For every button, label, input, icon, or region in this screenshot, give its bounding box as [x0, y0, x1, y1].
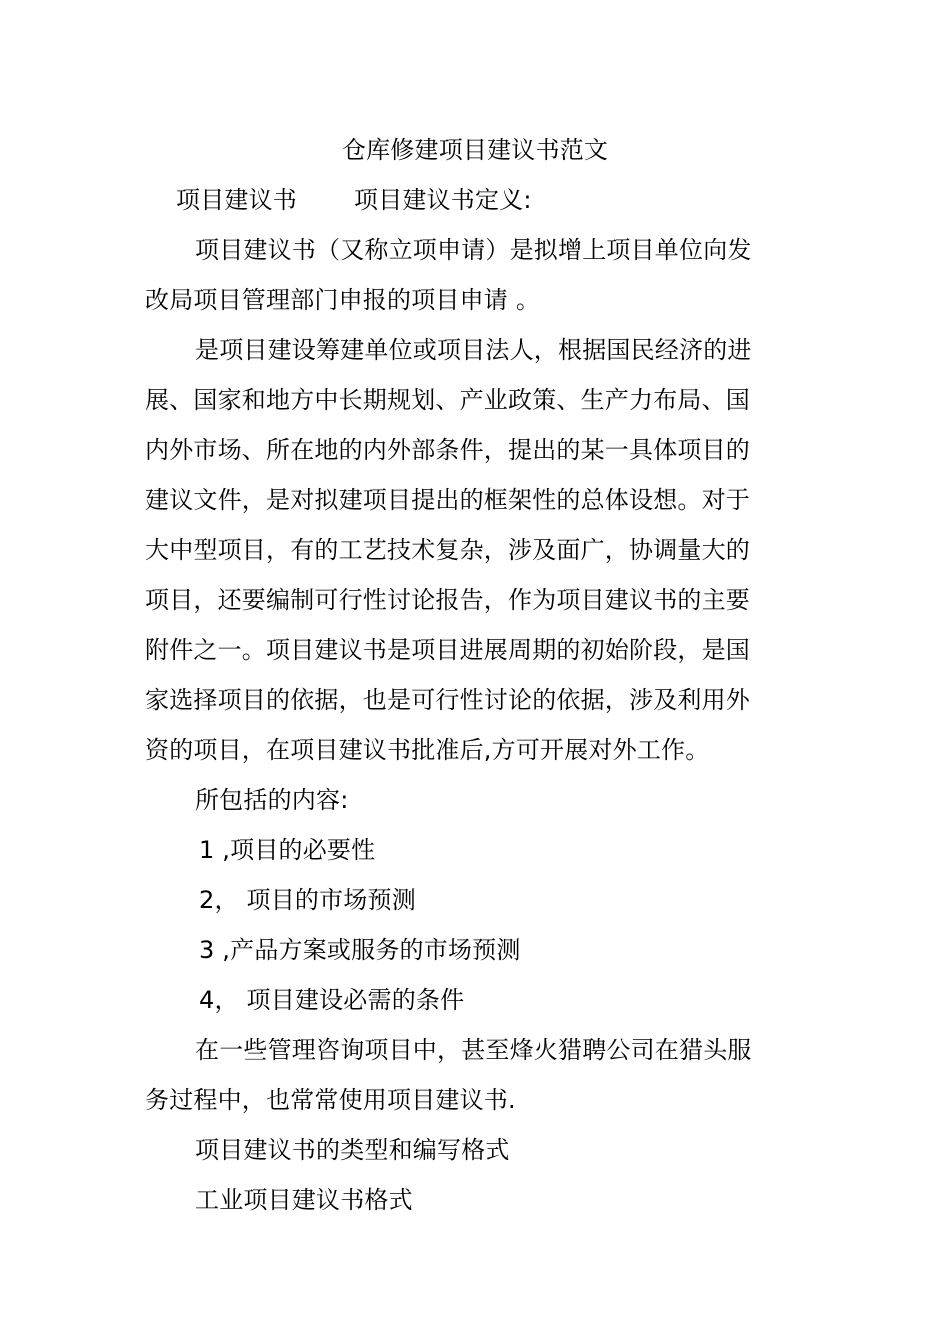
list-item: 3 ,产品方案或服务的市场预测: [199, 936, 521, 964]
paragraph-line: 建议文件，是对拟建项目提出的框架性的总体设想。对于: [145, 486, 750, 514]
paragraph-line: 项目建议书（又称立项申请）是拟增上项目单位向发: [195, 236, 752, 264]
paragraph-line: 家选择项目的依据，也是可行性讨论的依据，涉及利用外: [145, 686, 750, 714]
paragraph-line: 内外市场、所在地的内外部条件，提出的某一具体项目的: [145, 436, 750, 464]
list-item: 4， 项目建设必需的条件: [199, 986, 465, 1014]
paragraph-line: 改局项目管理部门申报的项目申请 。: [145, 286, 541, 314]
contents-label: 所包括的内容:: [195, 786, 349, 814]
list-item: 2， 项目的市场预测: [199, 886, 416, 914]
list-item: 1 ,项目的必要性: [199, 836, 376, 864]
paragraph-line: 展、国家和地方中长期规划、产业政策、生产力布局、国: [145, 386, 750, 414]
paragraph-line: 项目，还要编制可行性讨论报告，作为项目建议书的主要: [145, 586, 750, 614]
document-title: 仓库修建项目建议书范文: [341, 136, 609, 164]
heading-left: 项目建议书: [176, 186, 297, 214]
paragraph-line: 附件之一。项目建议书是项目进展周期的初始阶段，是国: [145, 636, 750, 664]
paragraph-line: 大中型项目，有的工艺技术复杂，涉及面广，协调量大的: [145, 536, 750, 564]
section-heading: 项目建议书的类型和编写格式: [195, 1136, 510, 1164]
paragraph-line: 是项目建设筹建单位或项目法人，根据国民经济的进: [195, 336, 752, 364]
heading-right: 项目建议书定义:: [354, 186, 532, 214]
paragraph-line: 资的项目，在项目建议书批准后,方可开展对外工作。: [145, 736, 710, 764]
section-heading: 工业项目建议书格式: [195, 1186, 413, 1214]
paragraph-line: 在一些管理咨询项目中，甚至烽火猎聘公司在猎头服: [195, 1036, 752, 1064]
paragraph-line: 务过程中，也常常使用项目建议书.: [145, 1086, 516, 1114]
